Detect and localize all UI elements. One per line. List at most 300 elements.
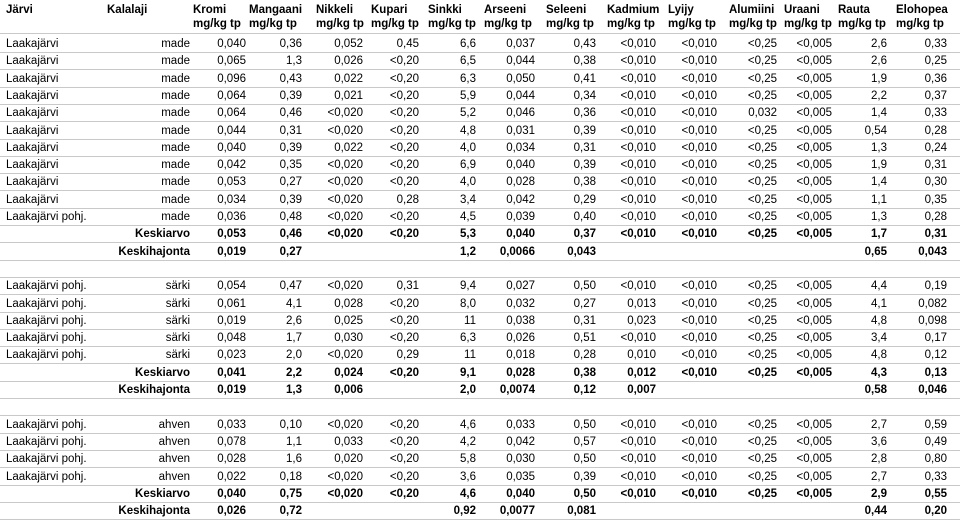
stddev-row <box>0 382 960 399</box>
stddev-value <box>717 503 777 520</box>
value-cell: 0,013 <box>627 297 656 310</box>
column-unit-9: mg/kg tp <box>607 18 655 30</box>
mean-value: 0,13 <box>924 366 947 379</box>
column-unit-4: mg/kg tp <box>316 18 364 30</box>
column-unit-3: mg/kg tp <box>249 18 297 30</box>
value-cell: 0,052 <box>334 38 363 50</box>
value-cell: <0,010 <box>681 55 717 68</box>
value-cell: 2,7 <box>871 418 887 431</box>
mean-value: 0,55 <box>924 487 947 500</box>
mean-value: <0,25 <box>747 366 777 379</box>
value-cell: <0,010 <box>620 470 656 483</box>
value-cell: <0,010 <box>681 176 717 189</box>
column-header-3: Mangaani <box>249 4 303 16</box>
lake-cell: Laakajärvi <box>6 38 59 50</box>
column-unit-12: mg/kg tp <box>784 18 832 30</box>
stddev-value <box>596 503 656 520</box>
species-cell: made <box>161 211 190 223</box>
species-cell: särki <box>165 314 190 327</box>
value-cell: 1,6 <box>286 453 302 466</box>
value-cell: 0,025 <box>334 314 363 327</box>
column-header-13: Rauta <box>838 4 870 16</box>
mean-value: <0,005 <box>796 366 832 379</box>
value-cell: <0,005 <box>796 141 832 154</box>
mean-label: Keskiarvo <box>135 366 190 379</box>
stddev-value: 2,0 <box>460 384 476 396</box>
lake-cell: Laakajärvi pohj. <box>6 297 87 310</box>
value-cell: 0,020 <box>334 453 363 466</box>
value-cell: 0,023 <box>217 349 246 362</box>
mean-value: <0,20 <box>389 487 419 500</box>
species-cell: särki <box>165 332 190 345</box>
value-cell: <0,25 <box>747 280 777 293</box>
value-cell: <0,010 <box>620 38 656 50</box>
value-cell: 0,31 <box>396 280 419 293</box>
value-cell: <0,010 <box>620 159 656 172</box>
value-cell: <0,010 <box>681 453 717 466</box>
species-cell: särki <box>165 349 190 362</box>
stddev-value <box>302 503 363 520</box>
species-cell: made <box>161 124 190 137</box>
species-cell: ahven <box>158 435 190 448</box>
value-cell: <0,005 <box>796 107 832 120</box>
value-cell: 0,064 <box>217 89 246 102</box>
value-cell: 0,33 <box>924 38 947 50</box>
mean-value: 1,7 <box>871 228 887 241</box>
lake-cell: Laakajärvi <box>6 176 59 189</box>
value-cell: 0,044 <box>217 124 246 137</box>
value-cell: <0,005 <box>796 159 832 172</box>
table-row <box>0 434 960 451</box>
value-cell: 2,6 <box>871 55 887 68</box>
value-cell: <0,25 <box>747 38 777 50</box>
value-cell: 1,9 <box>871 72 887 85</box>
mean-value: <0,005 <box>796 228 832 241</box>
value-cell: <0,25 <box>747 418 777 431</box>
lake-cell: Laakajärvi pohj. <box>6 314 87 327</box>
mean-value: 0,50 <box>573 487 596 500</box>
value-cell: 0,39 <box>573 470 596 483</box>
value-cell: <0,010 <box>620 453 656 466</box>
lake-cell: Laakajärvi pohj. <box>6 470 87 483</box>
value-cell: <0,005 <box>796 193 832 206</box>
value-cell: <0,010 <box>620 280 656 293</box>
column-unit-6: mg/kg tp <box>428 18 476 30</box>
column-unit-14: mg/kg tp <box>896 18 944 30</box>
lake-cell: Laakajärvi <box>6 107 59 120</box>
value-cell: 0,048 <box>217 332 246 345</box>
value-cell: 0,48 <box>279 211 302 223</box>
lake-cell: Laakajärvi pohj. <box>6 280 87 293</box>
species-cell: made <box>161 89 190 102</box>
mean-value: 2,2 <box>286 366 302 379</box>
value-cell: <0,25 <box>747 211 777 223</box>
value-cell: 1,3 <box>871 211 887 223</box>
value-cell: 3,6 <box>460 470 476 483</box>
value-cell: 0,028 <box>217 453 246 466</box>
stddev-value <box>363 503 419 520</box>
value-cell: <0,25 <box>747 435 777 448</box>
value-cell: 0,026 <box>506 332 535 345</box>
stddev-value: 0,92 <box>453 505 476 518</box>
mean-value: 4,3 <box>871 366 887 379</box>
lake-cell: Laakajärvi pohj. <box>6 211 87 223</box>
mean-value: 0,028 <box>506 366 535 379</box>
value-cell: <0,005 <box>796 211 832 223</box>
value-cell: 0,41 <box>573 72 596 85</box>
value-cell: <0,010 <box>620 193 656 206</box>
stddev-value <box>656 244 717 261</box>
value-cell: <0,010 <box>681 72 717 85</box>
stddev-row <box>0 244 960 261</box>
value-cell: 0,046 <box>506 107 535 120</box>
value-cell: 0,24 <box>924 141 947 154</box>
value-cell: <0,020 <box>327 159 363 172</box>
value-cell: 0,044 <box>506 89 535 102</box>
value-cell: 0,27 <box>279 176 302 189</box>
mean-value: 9,1 <box>460 366 476 379</box>
value-cell: 0,031 <box>506 124 535 137</box>
value-cell: <0,20 <box>389 470 419 483</box>
value-cell: 8,0 <box>460 297 476 310</box>
table-row <box>0 157 960 174</box>
value-cell: 0,12 <box>924 349 947 362</box>
mean-value: <0,010 <box>620 487 656 500</box>
value-cell: <0,020 <box>327 124 363 137</box>
value-cell: <0,005 <box>796 89 832 102</box>
value-cell: 1,3 <box>286 55 302 68</box>
value-cell: 2,2 <box>871 89 887 102</box>
value-cell: 5,8 <box>460 453 476 466</box>
value-cell: 0,39 <box>279 141 302 154</box>
species-cell: made <box>161 107 190 120</box>
value-cell: <0,005 <box>796 72 832 85</box>
value-cell: 0,040 <box>217 38 246 50</box>
table-row <box>0 296 960 313</box>
value-cell: 0,098 <box>918 314 947 327</box>
value-cell: <0,005 <box>796 418 832 431</box>
value-cell: <0,010 <box>681 470 717 483</box>
table-row <box>0 36 960 53</box>
value-cell: <0,25 <box>747 72 777 85</box>
table-row <box>0 209 960 226</box>
stddev-value: 0,026 <box>217 505 246 518</box>
value-cell: 6,3 <box>460 332 476 345</box>
table-row <box>0 313 960 330</box>
column-header-11: Alumiini <box>729 4 775 16</box>
value-cell: <0,005 <box>796 453 832 466</box>
value-cell: 0,033 <box>334 435 363 448</box>
column-header-14: Elohopea <box>896 4 948 16</box>
value-cell: 0,10 <box>279 418 302 431</box>
value-cell: 1,1 <box>286 435 302 448</box>
spacer-row <box>0 399 960 416</box>
table-row <box>0 174 960 191</box>
value-cell: 3,4 <box>460 193 476 206</box>
value-cell: 0,36 <box>924 72 947 85</box>
mean-value: <0,005 <box>796 487 832 500</box>
column-header-10: Lyijy <box>668 4 694 16</box>
value-cell: <0,010 <box>620 211 656 223</box>
mean-value: 4,6 <box>460 487 476 500</box>
lake-cell: Laakajärvi <box>6 72 59 85</box>
value-cell: <0,005 <box>796 124 832 137</box>
value-cell: <0,20 <box>389 435 419 448</box>
mean-value: 0,024 <box>334 366 363 379</box>
value-cell: <0,005 <box>796 314 832 327</box>
value-cell: 6,6 <box>460 38 476 50</box>
value-cell: 0,023 <box>627 314 656 327</box>
mean-row <box>0 365 960 382</box>
stddev-value <box>656 503 717 520</box>
mean-value: 2,9 <box>871 487 887 500</box>
species-cell: särki <box>165 297 190 310</box>
table-row <box>0 105 960 122</box>
stddev-value: 0,019 <box>217 245 246 258</box>
value-cell: 0,38 <box>573 55 596 68</box>
stddev-value: 0,0077 <box>499 505 535 518</box>
species-cell: made <box>161 193 190 206</box>
mean-value: 0,38 <box>573 366 596 379</box>
stddev-value: 0,27 <box>279 245 302 258</box>
value-cell: <0,20 <box>389 72 419 85</box>
value-cell: 2,7 <box>871 470 887 483</box>
value-cell: 0,34 <box>573 89 596 102</box>
value-cell: 0,040 <box>217 141 246 154</box>
stddev-value: 0,007 <box>627 384 656 396</box>
value-cell: <0,005 <box>796 435 832 448</box>
value-cell: <0,010 <box>620 332 656 345</box>
value-cell: 0,022 <box>334 72 363 85</box>
value-cell: <0,25 <box>747 297 777 310</box>
value-cell: <0,005 <box>796 38 832 50</box>
value-cell: 0,45 <box>396 38 419 50</box>
value-cell: 0,33 <box>924 107 947 120</box>
value-cell: <0,010 <box>681 349 717 362</box>
value-cell: <0,005 <box>796 297 832 310</box>
value-cell: <0,005 <box>796 55 832 68</box>
value-cell: <0,20 <box>389 453 419 466</box>
column-unit-5: mg/kg tp <box>371 18 419 30</box>
value-cell: <0,020 <box>327 470 363 483</box>
value-cell: 0,030 <box>334 332 363 345</box>
value-cell: 3,4 <box>871 332 887 345</box>
stddev-value <box>656 382 717 399</box>
value-cell: <0,010 <box>681 159 717 172</box>
mean-value: 0,75 <box>279 487 302 500</box>
value-cell: <0,010 <box>681 297 717 310</box>
lake-cell: Laakajärvi pohj. <box>6 332 87 345</box>
value-cell: 0,033 <box>506 418 535 431</box>
value-cell: 1,7 <box>286 332 302 345</box>
value-cell: <0,010 <box>681 89 717 102</box>
mean-value: <0,25 <box>747 487 777 500</box>
value-cell: 0,50 <box>573 418 596 431</box>
value-cell: 0,54 <box>864 124 887 137</box>
mean-label: Keskiarvo <box>135 228 190 241</box>
value-cell: 0,030 <box>506 453 535 466</box>
value-cell: 6,3 <box>460 72 476 85</box>
stddev-row <box>0 503 960 520</box>
value-cell: <0,25 <box>747 176 777 189</box>
mean-value: <0,020 <box>327 487 363 500</box>
value-cell: <0,010 <box>681 124 717 137</box>
value-cell: 4,1 <box>871 297 887 310</box>
value-cell: 0,044 <box>506 55 535 68</box>
value-cell: 0,036 <box>217 211 246 223</box>
value-cell: 0,039 <box>506 211 535 223</box>
value-cell: 6,9 <box>460 159 476 172</box>
mean-value: 0,041 <box>217 366 246 379</box>
value-cell: 0,29 <box>396 349 419 362</box>
mean-value: 0,053 <box>217 228 246 241</box>
value-cell: <0,005 <box>796 280 832 293</box>
column-unit-10: mg/kg tp <box>668 18 716 30</box>
table-row <box>0 347 960 364</box>
value-cell: <0,020 <box>327 107 363 120</box>
column-header-4: Nikkeli <box>316 4 354 16</box>
value-cell: 0,50 <box>573 280 596 293</box>
mean-value: 0,37 <box>573 228 596 241</box>
table-row <box>0 53 960 70</box>
value-cell: <0,25 <box>747 55 777 68</box>
column-unit-8: mg/kg tp <box>546 18 594 30</box>
value-cell: 0,032 <box>506 297 535 310</box>
stddev-value: 1,3 <box>286 384 302 396</box>
column-header-7: Arseeni <box>484 4 527 16</box>
value-cell: 0,022 <box>217 470 246 483</box>
value-cell: 4,5 <box>460 211 476 223</box>
mean-value: <0,25 <box>747 228 777 241</box>
value-cell: 0,096 <box>217 72 246 85</box>
value-cell: <0,25 <box>747 453 777 466</box>
value-cell: 0,042 <box>506 193 535 206</box>
value-cell: 0,17 <box>924 332 947 345</box>
value-cell: <0,25 <box>747 349 777 362</box>
value-cell: <0,20 <box>389 211 419 223</box>
table-row <box>0 123 960 140</box>
value-cell: 0,065 <box>217 55 246 68</box>
column-header-5: Kupari <box>371 4 408 16</box>
value-cell: 4,8 <box>871 349 887 362</box>
value-cell: 0,034 <box>217 193 246 206</box>
column-header-0: Järvi <box>6 4 33 16</box>
value-cell: 0,33 <box>924 470 947 483</box>
stddev-value: 0,046 <box>918 384 947 396</box>
value-cell: 6,5 <box>460 55 476 68</box>
value-cell: <0,25 <box>747 332 777 345</box>
value-cell: 0,022 <box>334 141 363 154</box>
value-cell: 0,010 <box>627 349 656 362</box>
table-row <box>0 140 960 157</box>
lake-cell: Laakajärvi <box>6 193 59 206</box>
value-cell: <0,010 <box>620 435 656 448</box>
value-cell: 0,28 <box>924 211 947 223</box>
value-cell: <0,20 <box>389 332 419 345</box>
mean-value: 0,31 <box>924 228 947 241</box>
value-cell: 4,0 <box>460 176 476 189</box>
lake-cell: Laakajärvi pohj. <box>6 435 87 448</box>
mean-value: 0,46 <box>279 228 302 241</box>
value-cell: <0,20 <box>389 314 419 327</box>
value-cell: 4,1 <box>286 297 302 310</box>
value-cell: <0,20 <box>389 124 419 137</box>
value-cell: 0,50 <box>573 453 596 466</box>
value-cell: 0,30 <box>924 176 947 189</box>
stddev-value: 0,58 <box>864 384 887 396</box>
value-cell: 0,29 <box>573 193 596 206</box>
species-cell: ahven <box>158 453 190 466</box>
value-cell: 4,4 <box>871 280 887 293</box>
stddev-value: 0,20 <box>924 505 947 518</box>
value-cell: 0,054 <box>217 280 246 293</box>
value-cell: <0,010 <box>681 211 717 223</box>
value-cell: 4,0 <box>460 141 476 154</box>
species-cell: made <box>161 72 190 85</box>
lake-cell: Laakajärvi pohj. <box>6 418 87 431</box>
value-cell: 0,037 <box>506 38 535 50</box>
value-cell: <0,010 <box>681 418 717 431</box>
value-cell: 0,37 <box>924 89 947 102</box>
value-cell: <0,020 <box>327 193 363 206</box>
stddev-value: 0,12 <box>573 384 596 396</box>
value-cell: 0,28 <box>573 349 596 362</box>
value-cell: 2,8 <box>871 453 887 466</box>
value-cell: 4,8 <box>460 124 476 137</box>
value-cell: 0,28 <box>924 124 947 137</box>
value-cell: 2,6 <box>286 314 302 327</box>
value-cell: 0,47 <box>279 280 302 293</box>
species-cell: ahven <box>158 418 190 431</box>
value-cell: <0,25 <box>747 89 777 102</box>
lake-cell: Laakajärvi <box>6 55 59 68</box>
value-cell: 4,6 <box>460 418 476 431</box>
mean-value: 5,3 <box>460 228 476 241</box>
table-row <box>0 417 960 434</box>
value-cell: <0,20 <box>389 176 419 189</box>
value-cell: 0,39 <box>573 124 596 137</box>
stddev-value <box>777 382 832 399</box>
value-cell: 5,2 <box>460 107 476 120</box>
value-cell: <0,010 <box>620 89 656 102</box>
stddev-value: 0,006 <box>334 384 363 396</box>
table-row <box>0 192 960 209</box>
value-cell: <0,020 <box>327 211 363 223</box>
stddev-value <box>717 382 777 399</box>
mean-value: <0,020 <box>327 228 363 241</box>
value-cell: 0,028 <box>334 297 363 310</box>
mean-value: <0,010 <box>681 487 717 500</box>
value-cell: 0,033 <box>217 418 246 431</box>
value-cell: 5,9 <box>460 89 476 102</box>
table-header <box>0 0 960 34</box>
stddev-label: Keskihajonta <box>118 505 190 518</box>
value-cell: 3,6 <box>871 435 887 448</box>
value-cell: 0,040 <box>506 159 535 172</box>
value-cell: <0,005 <box>796 332 832 345</box>
value-cell: 0,35 <box>924 193 947 206</box>
value-cell: <0,25 <box>747 124 777 137</box>
value-cell: 0,027 <box>506 280 535 293</box>
lake-cell: Laakajärvi <box>6 159 59 172</box>
value-cell: 0,59 <box>924 418 947 431</box>
value-cell: 0,19 <box>924 280 947 293</box>
value-cell: <0,010 <box>681 280 717 293</box>
species-cell: särki <box>165 280 190 293</box>
stddev-value <box>777 503 832 520</box>
value-cell: 9,4 <box>460 280 476 293</box>
value-cell: <0,20 <box>389 159 419 172</box>
